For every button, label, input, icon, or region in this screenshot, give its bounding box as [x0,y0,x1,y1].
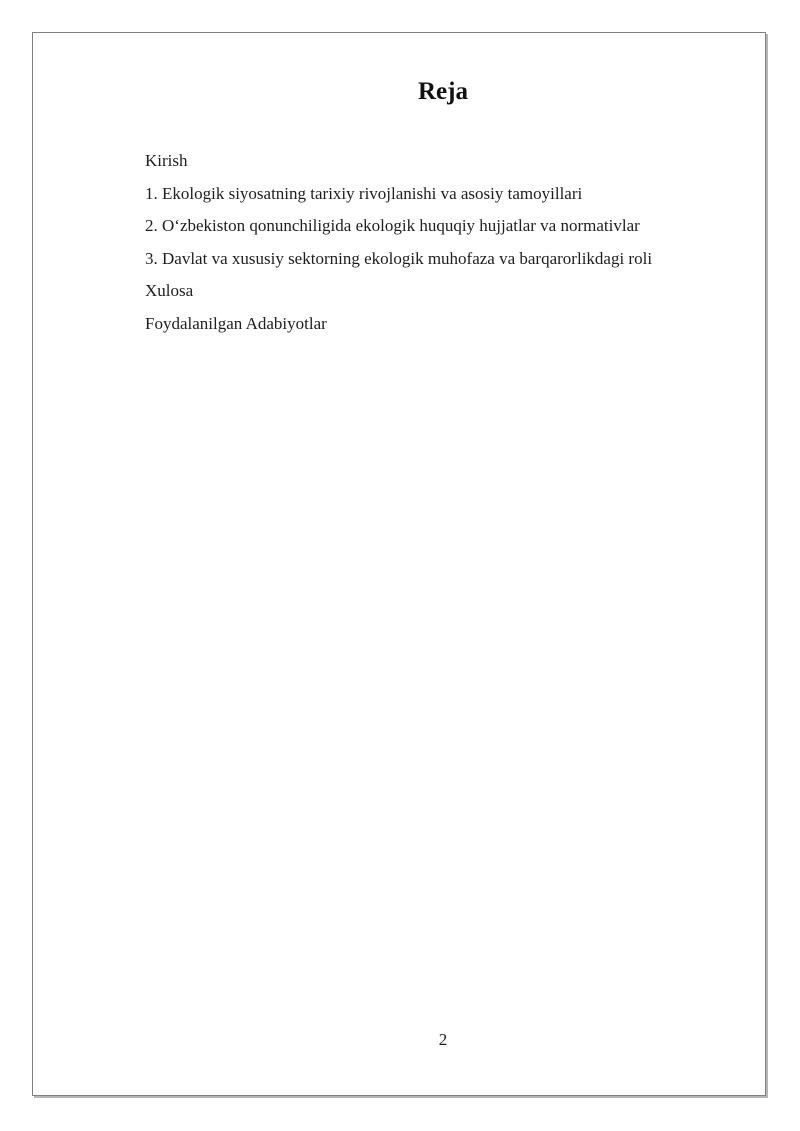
toc-item-chapter-2: 2. O‘zbekiston qonunchiligida ekologik huquqiy hujjatlar va normativlar [145,216,640,235]
page-number: 2 [438,1030,448,1049]
toc-item-conclusion: Xulosa [145,281,194,300]
page-title: Reja [418,78,468,105]
table-of-contents [145,145,652,340]
toc-item-chapter-3: 3. Davlat va xususiy sektorning ekologik muhofaza va barqarorlikdagi roli [145,248,653,268]
toc-item-introduction: Kirish [145,151,188,170]
toc-item-chapter-1: 1. Ekologik siyosatning tarixiy rivojlanishi va asosiy tamoyillari [145,183,583,203]
toc-item-references: Foydalanilgan Adabiyotlar [145,313,327,333]
